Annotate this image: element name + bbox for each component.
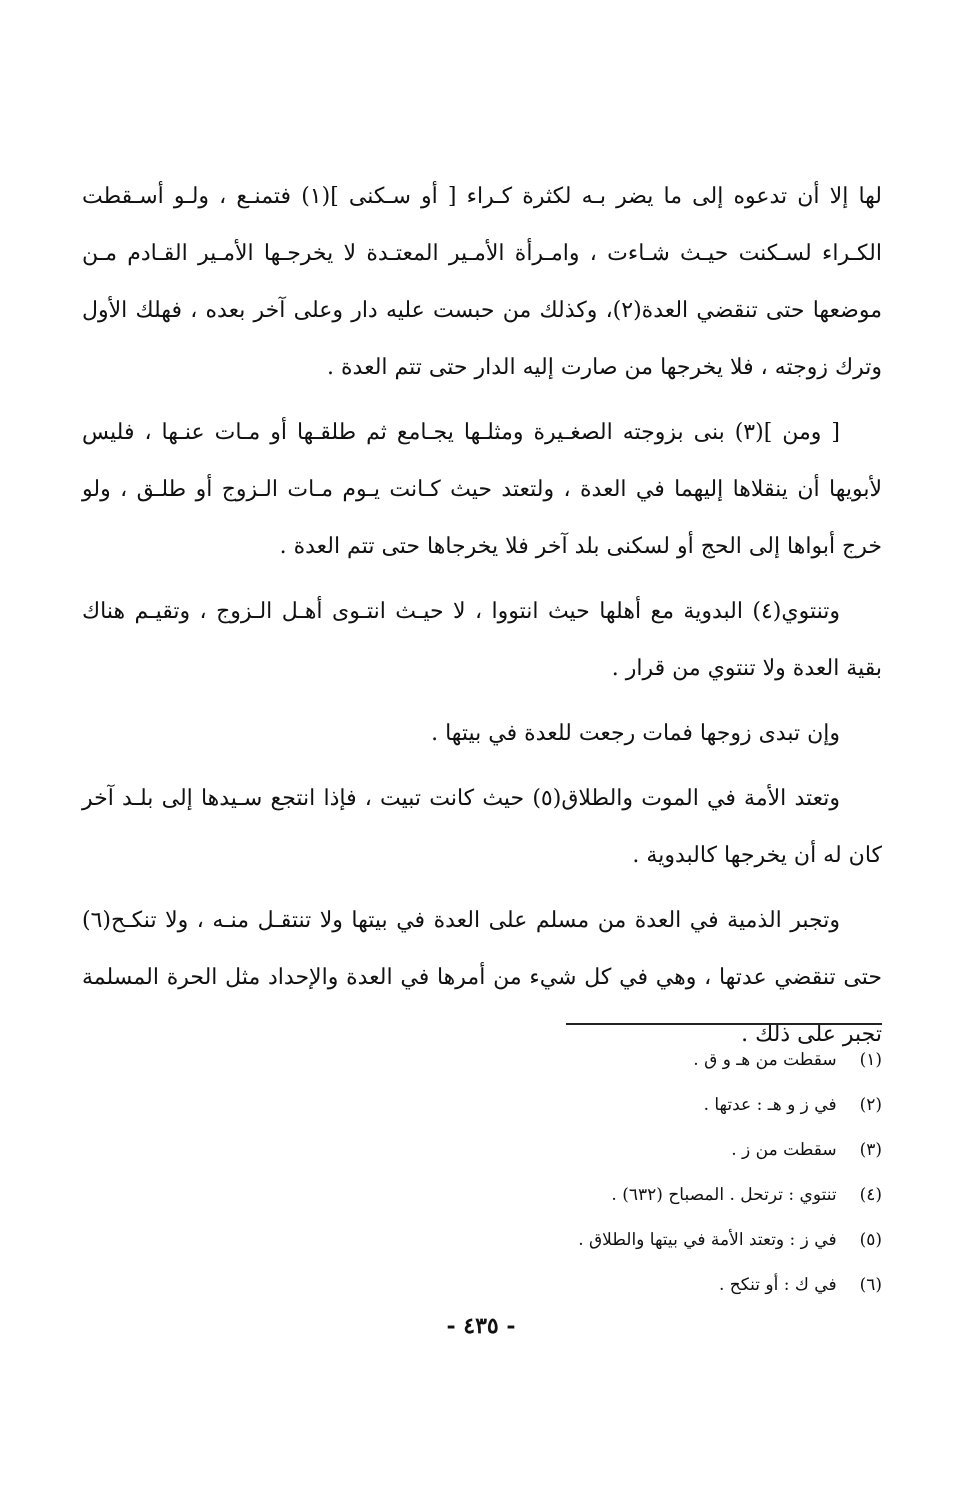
- footnote-separator: [566, 1023, 882, 1025]
- paragraph-3: وتنتوي(٤) البدوية مع أهلها حيث انتووا ، لا حيـث انتـوى أهـل الـزوج ، وتقيـم هناك بقية العدة ولا تنتوي من قرار .: [82, 599, 882, 681]
- main-text-body: [82, 168, 882, 1071]
- paragraph-4: وإن تبدى زوجها فمات رجعت للعدة في بيتها .: [431, 721, 840, 746]
- footnote-text: في ك : أو تنكح .: [718, 1275, 837, 1295]
- footnotes-list: [300, 1038, 882, 1308]
- footnote-4: [300, 1173, 882, 1218]
- paragraph-2: [ ومن ](٣) بنى بزوجته الصغـيرة ومثلـها يجـامع ثم طلقـها أو مـات عنـها ، فليس لأبويها أن ينقلاها إليهما في العدة ، ولتعتد حيث كـانت يـوم مـات الـزوج أو طلـق ، ولو خرج أبواها إلى الحج أو لسكنى بلد آخر فلا يخرجاها حتى تتم العدة .: [82, 420, 882, 559]
- footnote-1: [300, 1038, 882, 1083]
- page-number: - ٤٣٥ -: [446, 1313, 516, 1339]
- footnote-3: [300, 1128, 882, 1173]
- footnote-number: (٢): [859, 1095, 882, 1115]
- footnote-number: (٥): [859, 1230, 882, 1250]
- footnote-number: (١): [859, 1050, 882, 1070]
- paragraph-1: لها إلا أن تدعوه إلى ما يضر بـه لكثرة كـراء [ أو سـكنى ](١) فتمنـع ، ولـو أسـقطت الكـراء لسـكنت حيـث شـاءت ، وامـرأة الأمـير المعتـدة لا يخرجـها الأمـير القـادم مـن موضعها حتى تنقضي العدة(٢)، وكذلك من حبست عليه دار وعلى آخر بعده ، فهلك الأول وترك زوجته ، فلا يخرجها من صارت إليه الدار حتى تتم العدة .: [82, 184, 883, 380]
- footnote-text: في ز : وتعتد الأمة في بيتها والطلاق .: [578, 1230, 837, 1250]
- footnote-5: [300, 1218, 882, 1263]
- footnote-number: (٤): [859, 1185, 882, 1205]
- paragraph-5: وتعتد الأمة في الموت والطلاق(٥) حيث كانت تبيت ، فإذا انتجع سـيدها إلى بلـد آخر كان له أن يخرجها كالبدوية .: [82, 786, 882, 868]
- footnote-number: (٣): [859, 1140, 882, 1160]
- footnote-6: [300, 1263, 882, 1308]
- paragraph-6: وتجبر الذمية في العدة من مسلم على العدة في بيتها ولا تنتقـل منـه ، ولا تنكـح(٦) حتى تنقضي عدتها ، وهي في كل شيء من أمرها في العدة والإحداد مثل الحرة المسلمة تجبر على ذلك .: [82, 908, 882, 1047]
- footnote-number: (٦): [859, 1275, 882, 1295]
- footnote-text: سقطت من هـ و ق .: [693, 1050, 837, 1070]
- footnote-text: في ز و هـ : عدتها .: [703, 1095, 837, 1115]
- footnote-text: سقطت من ز .: [731, 1140, 837, 1160]
- footnote-2: [300, 1083, 882, 1128]
- footnote-text: تنتوي : ترتحل . المصباح (٦٣٢) .: [611, 1185, 837, 1205]
